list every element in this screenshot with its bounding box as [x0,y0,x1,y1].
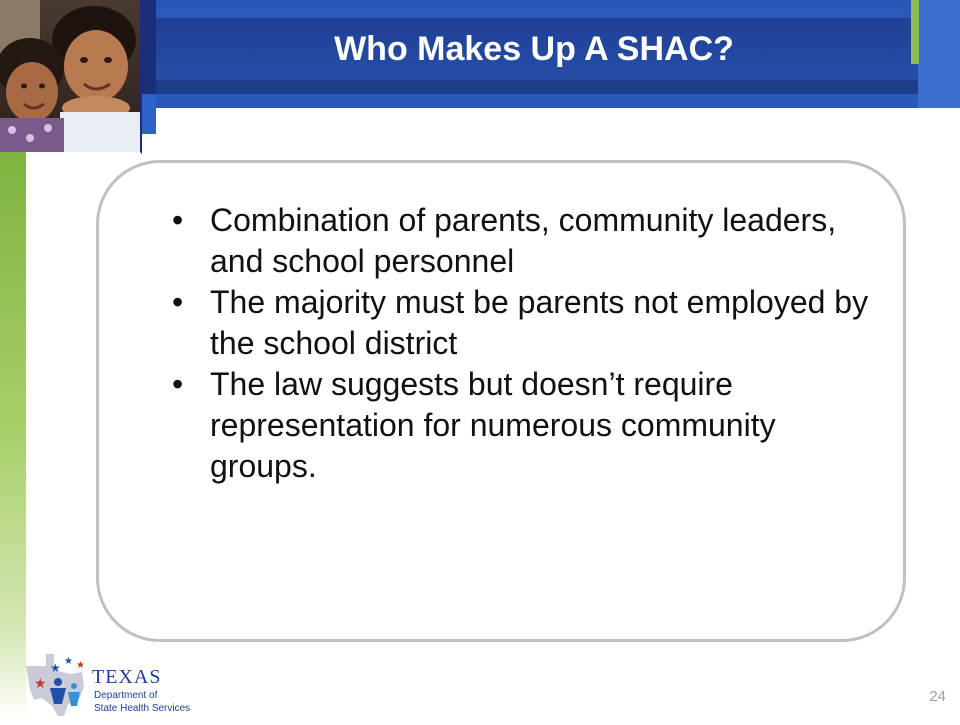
texas-dshs-logo [24,652,224,720]
bullet-list [172,200,872,487]
logo-text-state-health: State Health Services [94,703,191,714]
svg-text:★: ★ [64,656,73,667]
logo-text-department: Department of [94,690,158,701]
children-photo [0,0,142,154]
bullet-text: The law suggests but doesn’t require representation for numerous community groups. [210,366,776,484]
bullet-text: The majority must be parents not employed by the school district [210,284,869,361]
bullet-item [172,282,872,364]
bullet-dot-icon: • [172,284,184,320]
svg-text:★: ★ [34,676,47,692]
children-photo-image [0,0,140,152]
header-green-accent [911,0,919,64]
slide-title: Who Makes Up A SHAC? [334,30,734,68]
bullet-item [172,200,872,282]
logo-text-texas: TEXAS [92,666,162,688]
header-right-block [918,0,960,108]
bullet-text: Combination of parents, community leaders, and school personnel [210,202,837,279]
bullet-dot-icon: • [172,202,184,238]
bullet-item [172,364,872,487]
page-number: 24 [929,688,946,705]
bullet-dot-icon: • [172,366,184,402]
left-white-stripe [26,152,32,720]
header-dark-strip [140,0,156,108]
svg-text:★: ★ [76,660,85,671]
header-lower-band [156,80,960,94]
svg-text:★: ★ [50,661,61,675]
left-green-stripe [0,152,26,720]
